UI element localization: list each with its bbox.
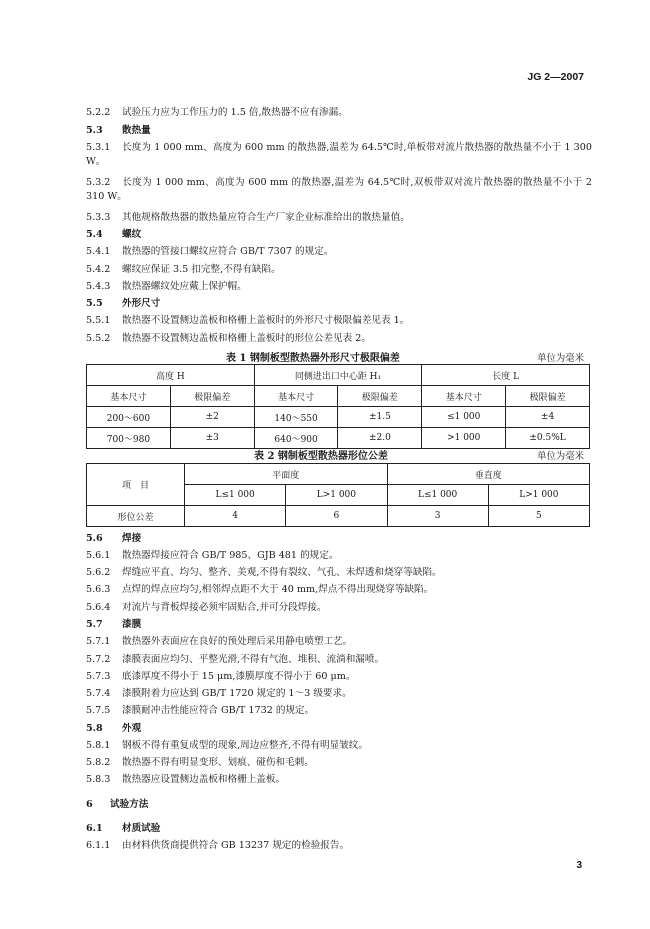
table-row [87, 428, 590, 449]
clause-5-8-3: 5.8.3 散热器应设置侧边盖板和格栅上盖板。 [86, 774, 286, 785]
clause-6-1-1: 6.1.1 由材料供货商提供符合 GB 13237 规定的检验报告。 [86, 840, 350, 851]
table-cell: 3 [387, 506, 488, 527]
table-cell: 700～980 [87, 428, 171, 449]
clause-5-3-3: 5.3.3 其他规格散热器的散热量应符合生产厂家企业标准给出的散热量值。 [86, 212, 410, 223]
table-cell: >1 000 [422, 428, 506, 449]
clause-5-4-2: 5.4.2 螺纹应保证 3.5 扣完整,不得有缺陷。 [86, 264, 281, 275]
standard-code: JG 2—2007 [527, 71, 584, 83]
table-2 [86, 463, 590, 527]
table-cell: ±3 [170, 428, 254, 449]
group-header: 垂直度 [387, 464, 590, 485]
table-cell: ≤1 000 [422, 407, 506, 428]
clause-5-6-4: 5.6.4 对流片与背板焊接必须牢固贴合,并可分段焊接。 [86, 602, 327, 613]
section-6-1-heading: 6.1 材质试验 [86, 823, 161, 834]
row-label: 形位公差 [87, 506, 185, 527]
column-header: L≤1 000 [387, 485, 488, 506]
table-1-caption: 表 1 钢制板型散热器外形尺寸极限偏差 [226, 353, 400, 364]
table-2-caption: 表 2 钢制板型散热器形位公差 [254, 451, 388, 462]
clause-5-7-2: 5.7.2 漆膜表面应均匀、平整光滑,不得有气泡、堆积、流淌和漏喷。 [86, 654, 385, 665]
group-header: 平面度 [185, 464, 388, 485]
table-cell: 200～600 [87, 407, 171, 428]
clause-5-8-2: 5.8.2 散热器不得有明显变形、划痕、碰伤和毛刺。 [86, 757, 314, 768]
clause-5-7-4: 5.7.4 漆膜附着力应达到 GB/T 1720 规定的 1～3 级要求。 [86, 688, 352, 699]
clause-5-7-3: 5.7.3 底漆厚度不得小于 15 μm,漆膜厚度不得小于 60 μm。 [86, 671, 356, 682]
section-5-7-heading: 5.7 漆膜 [86, 619, 142, 630]
table-1 [86, 364, 590, 449]
table-header-row [87, 464, 590, 485]
clause-5-4-1: 5.4.1 散热器的管接口螺纹应符合 GB/T 7307 的规定。 [86, 246, 334, 257]
table-cell: 5 [488, 506, 589, 527]
item-header: 项 目 [87, 464, 185, 506]
clause-5-8-1: 5.8.1 钢板不得有重复成型的现象,周边应整齐,不得有明显皱纹。 [86, 740, 368, 751]
table-subheader-row [87, 386, 590, 407]
section-5-8-heading: 5.8 外观 [86, 723, 142, 734]
column-header: 基本尺寸 [254, 386, 338, 407]
table-cell: ±0.5%L [506, 428, 590, 449]
table-2-unit: 单位为毫米 [537, 451, 584, 462]
clause-5-3-2: 5.3.2 长度为 1 000 mm、高度为 600 mm 的散热器,温差为 64.5℃时,双板带双对流片散热器的散热量不小于 2 310 W。 [86, 177, 592, 202]
table-cell: ±2.0 [338, 428, 422, 449]
clause-5-6-1: 5.6.1 散热器焊接应符合 GB/T 985、GJB 481 的规定。 [86, 550, 339, 561]
column-header: 基本尺寸 [422, 386, 506, 407]
column-header: 极限偏差 [170, 386, 254, 407]
table-row [87, 407, 590, 428]
clause-5-5-1: 5.5.1 散热器不设置侧边盖板和格栅上盖板时的外形尺寸极限偏差见表 1。 [86, 315, 410, 326]
clause-5-7-1: 5.7.1 散热器外表面应在良好的预处理后采用静电喷塑工艺。 [86, 636, 353, 647]
table-1-unit: 单位为毫米 [537, 353, 584, 364]
table-cell: ±1.5 [338, 407, 422, 428]
column-header: L>1 000 [488, 485, 589, 506]
page-number: 3 [576, 860, 582, 871]
column-header: 极限偏差 [506, 386, 590, 407]
table-header-row [87, 365, 590, 386]
table-cell: 140～550 [254, 407, 338, 428]
table-cell: 640～900 [254, 428, 338, 449]
table-cell: 4 [185, 506, 286, 527]
clause-5-3-1: 5.3.1 长度为 1 000 mm、高度为 600 mm 的散热器,温差为 64.5℃时,单板带对流片散热器的散热量不小于 1 300 W。 [86, 142, 592, 167]
column-header: L>1 000 [286, 485, 387, 506]
clause-5-6-2: 5.6.2 焊缝应平直、均匀、整齐、美观,不得有裂纹、气孔、未焊透和烧穿等缺陷。 [86, 567, 442, 578]
column-header: 极限偏差 [338, 386, 422, 407]
clause-5-2-2: 5.2.2 试验压力应为工作压力的 1.5 倍,散热器不应有渗漏。 [86, 107, 348, 118]
group-header: 长度 L [422, 365, 590, 386]
table-cell: ±2 [170, 407, 254, 428]
clause-5-5-2: 5.5.2 散热器不设置侧边盖板和格栅上盖板时的形位公差见表 2。 [86, 333, 371, 344]
section-5-5-heading: 5.5 外形尺寸 [86, 298, 161, 309]
column-header: L≤1 000 [185, 485, 286, 506]
column-header: 基本尺寸 [87, 386, 171, 407]
table-row [87, 506, 590, 527]
section-5-3-heading: 5.3 散热量 [86, 125, 151, 136]
group-header: 高度 H [87, 365, 255, 386]
clause-5-6-3: 5.6.3 点焊的焊点应均匀,相邻焊点距不大于 40 mm,焊点不得出现烧穿等缺陷。 [86, 584, 434, 595]
clause-5-7-5: 5.7.5 漆膜耐冲击性能应符合 GB/T 1732 的规定。 [86, 705, 315, 716]
clause-5-4-3: 5.4.3 散热器螺纹处应戴上保护帽。 [86, 281, 247, 292]
section-5-4-heading: 5.4 螺纹 [86, 229, 142, 240]
table-cell: ±4 [506, 407, 590, 428]
section-5-6-heading: 5.6 焊接 [86, 533, 142, 544]
group-header: 同侧进出口中心距 H₁ [254, 365, 422, 386]
section-6-heading: 6 试验方法 [86, 799, 149, 810]
table-cell: 6 [286, 506, 387, 527]
